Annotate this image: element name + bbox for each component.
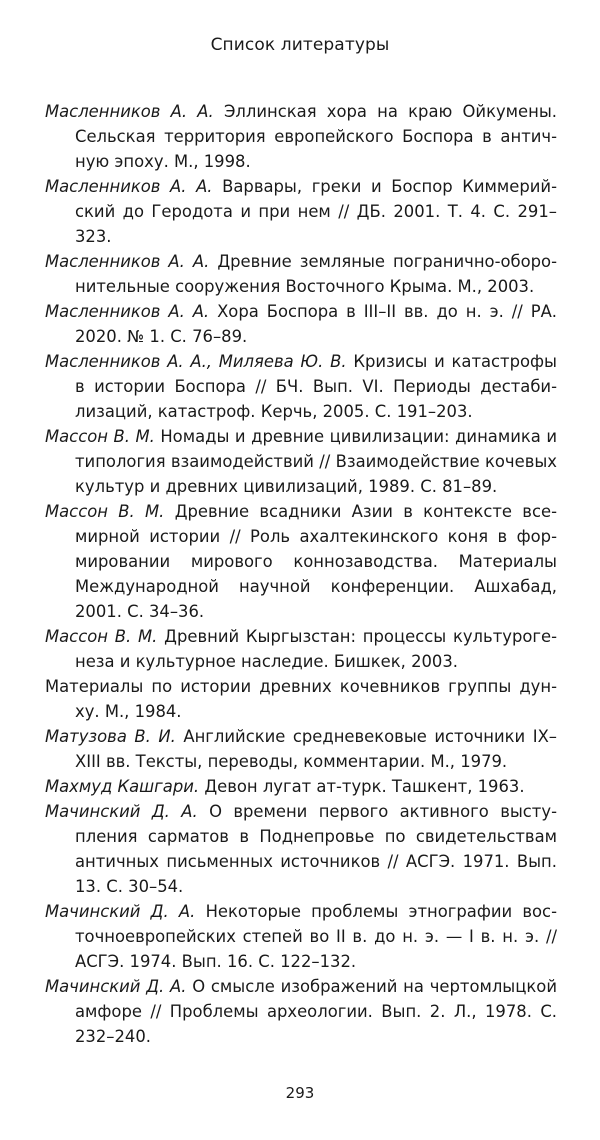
bibliography-entry bbox=[45, 349, 557, 424]
entry-author: Матузова В. И. bbox=[45, 727, 176, 746]
bibliography-entry bbox=[45, 174, 557, 249]
entry-author: Махмуд Кашгари. bbox=[45, 777, 200, 796]
bibliography-entry bbox=[45, 774, 557, 799]
bibliography-entry bbox=[45, 624, 557, 674]
entry-text: О смысле изображений на чертомлыцкой амфоре // Проблемы археологии. Вып. 2. Л., 1978. С. 232–240. bbox=[75, 977, 557, 1046]
entry-text: Номады и древние цивилизации: динамика и типология взаимодействий // Взаимодействие кочевых культур и древних цивилизаций, 1989. С. 81–89. bbox=[75, 427, 557, 496]
entry-author: Массон В. М. bbox=[45, 627, 158, 646]
entry-text: Эллинская хора на краю Ойкумены. Сельская территория европейского Боспора в античную эпоху. М., 1998. bbox=[75, 102, 557, 171]
entry-text: Кризисы и катастрофы в истории Боспора // БЧ. Вып. VI. Периоды дестабилизаций, катастроф. Керчь, 2005. С. 191–203. bbox=[75, 352, 557, 421]
entry-text: Древние земляные погранично-оборонительные сооружения Восточного Крыма. М., 2003. bbox=[75, 252, 558, 296]
entry-text: О времени первого активного выступления сарматов в Поднепровье по свидетельствам античных письменных источников // АСГЭ. 1971. Вып. 13. С. 30–54. bbox=[75, 802, 557, 896]
entry-author: Массон В. М. bbox=[45, 502, 165, 521]
entry-text: Древние всадники Азии в контексте всемирной истории // Роль ахалтекинского коня в формировании мирового коннозаводства. Материалы Международной научной конференции. Ашхабад, 2001. С. 34–36. bbox=[75, 502, 557, 621]
bibliography-entry bbox=[45, 249, 557, 299]
entry-author: Масленников А. А. bbox=[45, 102, 214, 121]
entry-text: Хора Боспора в III–II вв. до н. э. // РА. 2020. № 1. С. 76–89. bbox=[75, 302, 557, 346]
entry-text: Варвары, греки и Боспор Киммерийский до Геродота и при нем // ДБ. 2001. Т. 4. С. 291–323. bbox=[75, 177, 557, 246]
bibliography-list bbox=[45, 99, 557, 1049]
bibliography-entry bbox=[45, 674, 557, 724]
entry-text: Древний Кыргызстан: процессы культурогенеза и культурное наследие. Бишкек, 2003. bbox=[75, 627, 557, 671]
entry-text: Девон лугат ат-турк. Ташкент, 1963. bbox=[204, 777, 525, 796]
entry-text: Некоторые проблемы этнографии восточноевропейских степей во II в. до н. э. — I в. н. э. // АСГЭ. 1974. Вып. 16. С. 122–132. bbox=[75, 902, 557, 971]
entry-author: Масленников А. А. bbox=[45, 177, 213, 196]
entry-text: Английские средневековые источники IX–XIII вв. Тексты, переводы, комментарии. М., 1979. bbox=[75, 727, 557, 771]
entry-author: Массон В. М. bbox=[45, 427, 155, 446]
bibliography-entry bbox=[45, 99, 557, 174]
entry-text: Материалы по истории древних кочевников группы дунху. М., 1984. bbox=[45, 677, 557, 721]
page-number: 293 bbox=[285, 1084, 315, 1102]
bibliography-entry bbox=[45, 899, 557, 974]
bibliography-entry bbox=[45, 299, 557, 349]
entry-author: Масленников А. А. bbox=[45, 302, 210, 321]
bibliography-entry bbox=[45, 499, 557, 624]
entry-author: Масленников А. А. bbox=[45, 252, 210, 271]
bibliography-entry bbox=[45, 799, 557, 899]
entry-author: Мачинский Д. А. bbox=[45, 802, 198, 821]
bibliography-entry bbox=[45, 724, 557, 774]
bibliography-entry bbox=[45, 424, 557, 499]
bibliography-entry bbox=[45, 974, 557, 1049]
entry-author: Мачинский Д. А. bbox=[45, 977, 187, 996]
entry-author: Масленников А. А., Миляева Ю. В. bbox=[45, 352, 347, 371]
running-head-title: Список литературы bbox=[210, 35, 390, 55]
entry-author: Мачинский Д. А. bbox=[45, 902, 196, 921]
